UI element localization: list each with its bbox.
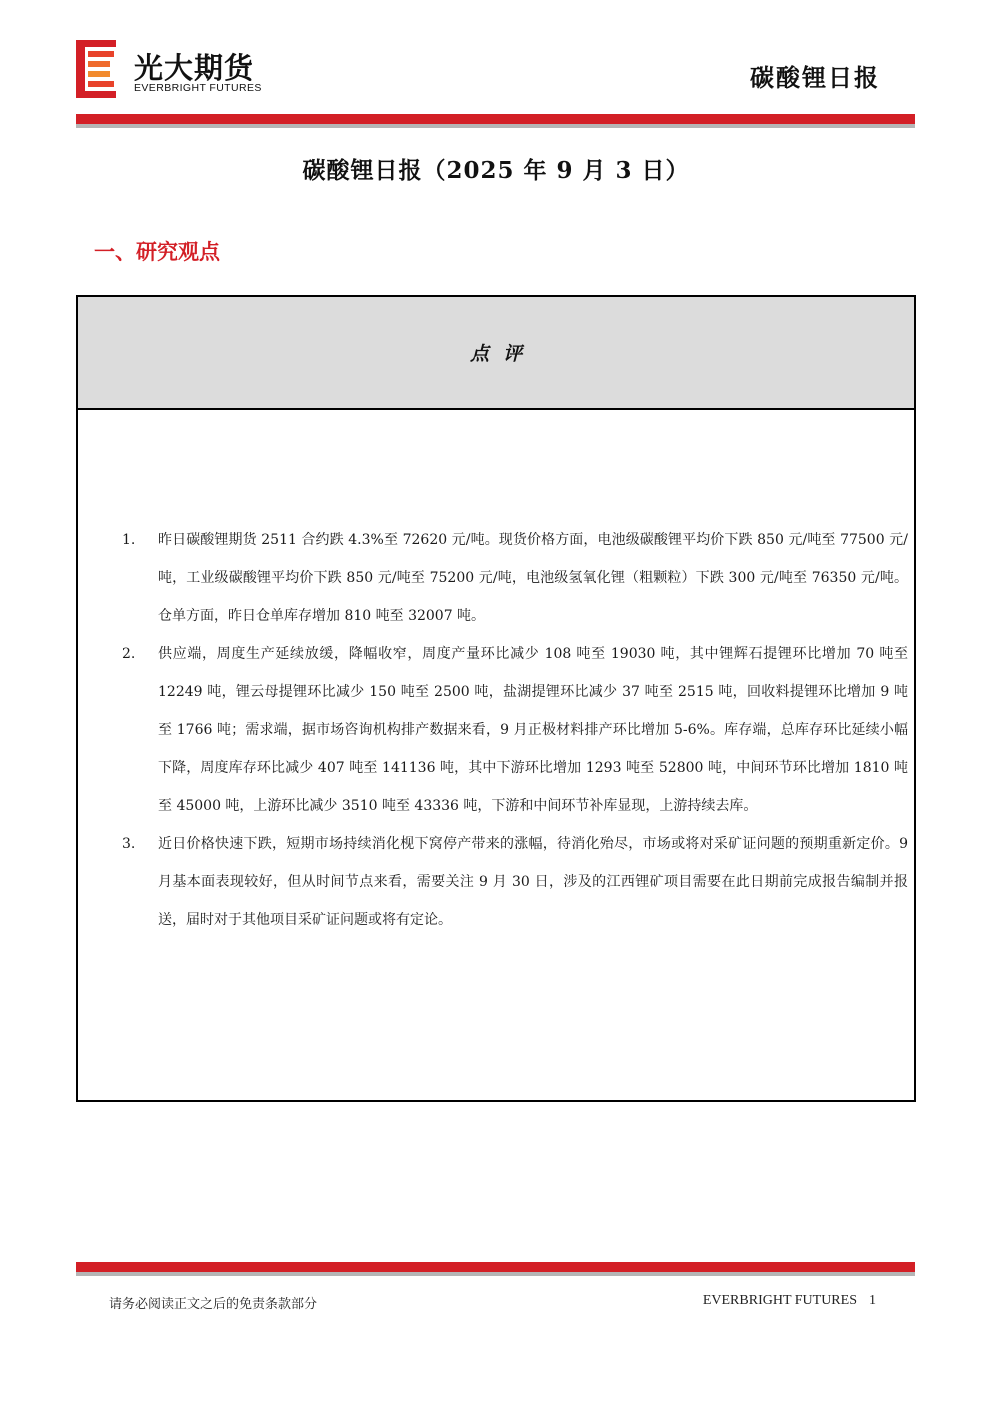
point-number: 2. [122, 646, 136, 662]
company-logo [76, 40, 286, 100]
footer-disclaimer: 请务必阅读正文之后的免责条款部分 [109, 1297, 318, 1312]
review-table-body [78, 521, 914, 939]
page-number: 1 [869, 1293, 876, 1308]
footer-company-name: EVERBRIGHT FUTURES [702, 1293, 857, 1308]
document-title: 碳酸锂日报（2025 年 9 月 3 日） [302, 157, 690, 184]
report-type-label: 碳酸锂日报 [750, 63, 880, 92]
point-text: 近日价格快速下跌，短期市场持续消化枧下窝停产带来的涨幅，待消化殆尽，市场或将对采矿证问题的预期重新定价。9 月基本面表现较好，但从时间节点来看，需要关注 9 月 30 日，涉及的江西锂矿项目需要在此日期前完成报告编制并报送，届时对于其他项目采矿证问题或将有定论。 [158, 836, 908, 928]
point-text: 昨日碳酸锂期货 2511 合约跌 4.3%至 72620 元/吨。现货价格方面，电池级碳酸锂平均价下跌 850 元/吨至 77500 元/吨，工业级碳酸锂平均价下跌 850 元/吨至 75200 元/吨，电池级氢氧化锂（粗颗粒）下跌 300 元/吨至 76350 元/吨。仓单方面，昨日仓单库存增加 810 吨至 32007 吨。 [158, 532, 908, 624]
header-gray-rule [76, 124, 915, 128]
review-point [78, 825, 914, 939]
review-header-label: 点评 [469, 343, 536, 365]
logo-chinese-name: 光大期货 [134, 51, 255, 85]
section-heading: 一、研究观点 [94, 239, 220, 264]
review-point [78, 635, 914, 825]
review-point [78, 521, 914, 635]
point-number: 3. [122, 836, 136, 852]
everbright-logo-icon [76, 40, 116, 98]
header-red-rule [76, 114, 915, 124]
review-table [76, 295, 916, 1102]
point-number: 1. [122, 532, 136, 548]
point-text: 供应端，周度生产延续放缓，降幅收窄，周度产量环比减少 108 吨至 19030 吨，其中锂辉石提锂环比增加 70 吨至 12249 吨，锂云母提锂环比减少 150 吨至 2500 吨，盐湖提锂环比减少 37 吨至 2515 吨，回收料提锂环比增加 9 吨至 1766 吨；需求端，据市场咨询机构排产数据来看，9 月正极材料排产环比增加 5-6%。库存端，总库存环比延续小幅下降，周度库存环比减少 407 吨至 141136 吨，其中下游环比增加 1293 吨至 52800 吨，中间环节环比增加 1810 吨至 45000 吨，上游环比减少 3510 吨至 43336 吨，下游和中间环节补库显现，上游持续去库。 [158, 646, 908, 814]
logo-english-name: EVERBRIGHT FUTURES [134, 82, 262, 94]
footer-company [703, 1293, 876, 1309]
review-table-header [78, 297, 914, 410]
footer-red-rule [76, 1262, 915, 1272]
footer-gray-rule [76, 1272, 915, 1276]
